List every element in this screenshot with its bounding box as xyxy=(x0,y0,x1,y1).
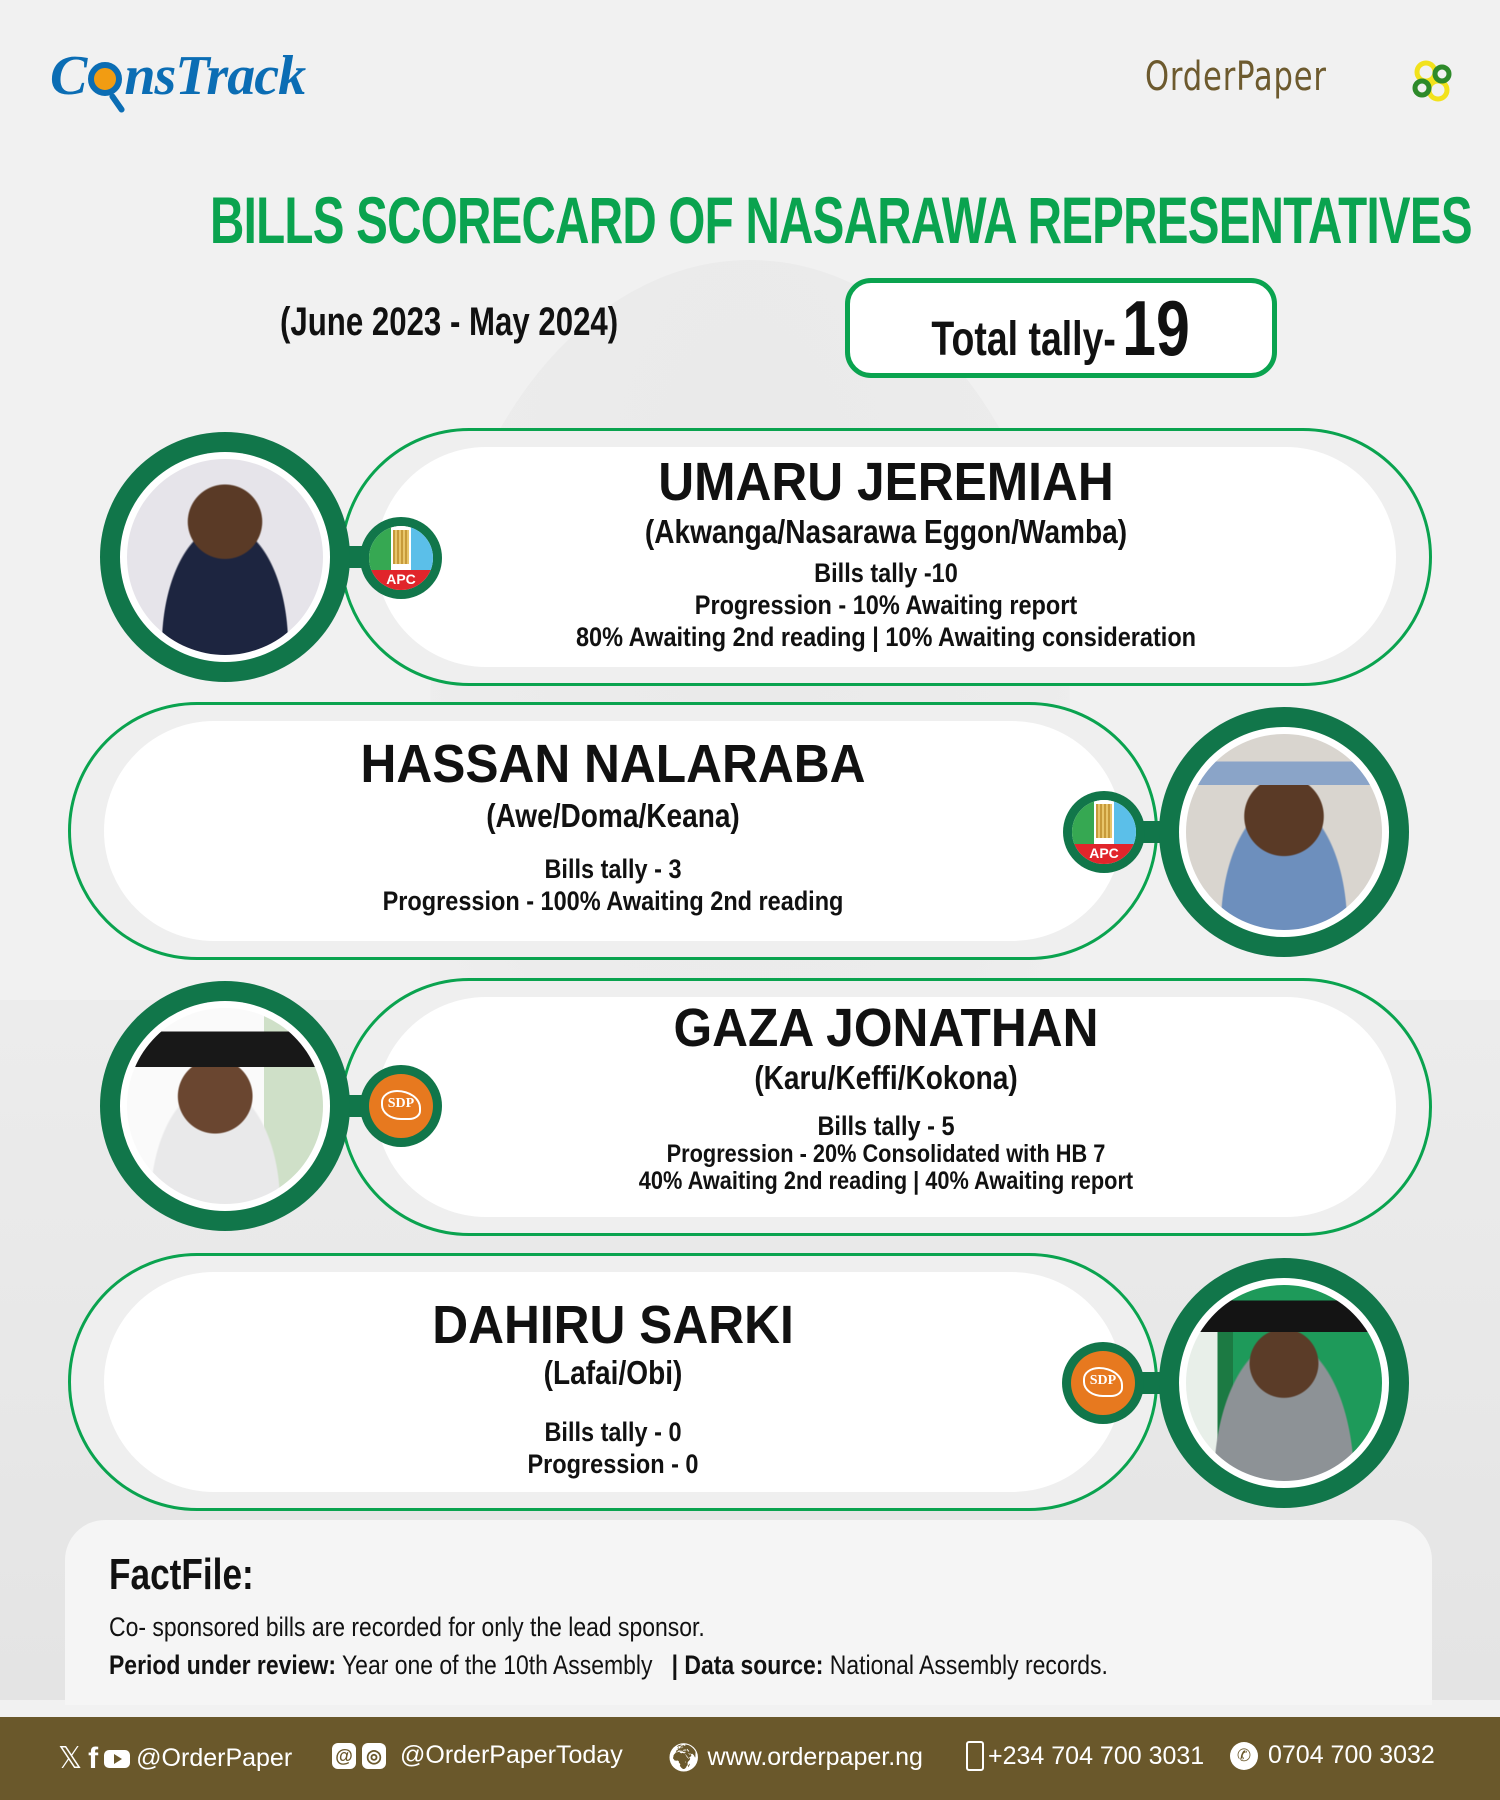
phone-number[interactable]: +234 704 700 3031 xyxy=(988,1741,1205,1770)
footer-social-orderpapertoday[interactable] xyxy=(332,1741,623,1770)
sdp-logo-icon: SDP xyxy=(369,1074,433,1138)
period-label: (June 2023 - May 2024) xyxy=(280,300,619,344)
website-link[interactable]: www.orderpaper.ng xyxy=(707,1743,923,1771)
party-badge-apc xyxy=(360,517,442,599)
whatsapp-icon: ✆ xyxy=(1230,1742,1258,1770)
total-tally-box xyxy=(845,278,1277,378)
party-badge-sdp xyxy=(360,1065,442,1147)
avatar-hassan-nalaraba xyxy=(1159,707,1409,957)
factfile-title: FactFile: xyxy=(109,1550,254,1599)
rep-progression-detail: 40% Awaiting 2nd reading | 40% Awaiting report xyxy=(638,1167,1134,1195)
data-source-label: | Data source: xyxy=(671,1650,824,1680)
threads-icon[interactable]: @ xyxy=(332,1743,356,1769)
facebook-icon[interactable]: f xyxy=(88,1741,99,1775)
rep-name: HASSAN NALARABA xyxy=(360,734,866,794)
avatar-umaru-jeremiah xyxy=(100,432,350,682)
rep-card-dahiru-sarki xyxy=(68,1253,1158,1511)
period-review-label: Period under review: xyxy=(109,1650,337,1680)
apc-logo-icon: APC xyxy=(1072,800,1136,864)
factfile-period-source xyxy=(109,1650,1108,1681)
footer-website[interactable] xyxy=(666,1741,923,1774)
globe-icon: 🌍︎ xyxy=(666,1741,702,1774)
rep-bills-tally: Bills tally - 3 xyxy=(544,854,682,884)
page-title: BILLS SCORECARD OF NASARAWA REPRESENTATIVES xyxy=(210,183,1472,257)
apc-logo-icon: APC xyxy=(369,526,433,590)
social-handle[interactable]: @OrderPaper xyxy=(136,1744,293,1772)
rep-name: GAZA JONATHAN xyxy=(673,998,1099,1058)
portrait-photo xyxy=(1186,1285,1382,1481)
footer-whatsapp[interactable] xyxy=(1230,1741,1435,1770)
portrait-photo xyxy=(127,459,323,655)
footer-bar xyxy=(0,1717,1500,1800)
sdp-logo-icon: SDP xyxy=(1071,1351,1135,1415)
orderpaper-logo: OrderPaper xyxy=(1145,54,1327,100)
constrack-logo: C nsTrack xyxy=(50,45,306,107)
party-badge-sdp xyxy=(1062,1342,1144,1424)
avatar-gaza-jonathan xyxy=(100,981,350,1231)
x-twitter-icon[interactable]: 𝕏 xyxy=(58,1741,83,1776)
mobile-phone-icon xyxy=(966,1741,984,1771)
footer-social-orderpaper[interactable] xyxy=(58,1741,292,1776)
avatar-dahiru-sarki xyxy=(1159,1258,1409,1508)
rep-constituency: (Lafai/Obi) xyxy=(543,1354,683,1391)
footer-phone[interactable] xyxy=(966,1741,1204,1771)
rep-progression: Progression - 100% Awaiting 2nd reading xyxy=(382,886,844,916)
whatsapp-number[interactable]: 0704 700 3032 xyxy=(1268,1741,1435,1769)
orderpaper-mark-icon xyxy=(1412,58,1452,104)
rep-progression: Progression - 10% Awaiting report xyxy=(694,590,1078,620)
youtube-icon[interactable] xyxy=(104,1750,130,1768)
rep-constituency: (Karu/Keffi/Kokona) xyxy=(754,1059,1018,1096)
rep-bills-tally: Bills tally - 5 xyxy=(817,1111,955,1141)
total-tally-label: Total tally- xyxy=(931,312,1117,366)
rep-progression-detail: 80% Awaiting 2nd reading | 10% Awaiting consideration xyxy=(575,622,1197,652)
factfile-panel xyxy=(65,1520,1432,1705)
instagram-icon[interactable]: ◎ xyxy=(362,1743,386,1769)
constrack-logo-text: nsTrack xyxy=(124,45,306,107)
total-tally-value: 19 xyxy=(1122,283,1191,372)
rep-card-hassan-nalaraba xyxy=(68,702,1158,960)
rep-bills-tally: Bills tally -10 xyxy=(814,558,958,588)
rep-constituency: (Awe/Doma/Keana) xyxy=(486,797,740,834)
data-source-value: National Assembly records. xyxy=(823,1650,1108,1680)
rep-name: UMARU JEREMIAH xyxy=(658,452,1114,512)
rep-name: DAHIRU SARKI xyxy=(432,1295,794,1355)
portrait-photo xyxy=(127,1008,323,1204)
period-review-value: Year one of the 10th Assembly xyxy=(336,1650,672,1680)
party-badge-apc xyxy=(1063,791,1145,873)
rep-constituency: (Akwanga/Nasarawa Eggon/Wamba) xyxy=(644,513,1128,550)
social-handle-2[interactable]: @OrderPaperToday xyxy=(400,1741,623,1769)
rep-bills-tally: Bills tally - 0 xyxy=(544,1417,682,1447)
factfile-note: Co- sponsored bills are recorded for only the lead sponsor. xyxy=(109,1612,705,1642)
rep-progression: Progression - 0 xyxy=(527,1449,699,1479)
rep-card-umaru-jeremiah xyxy=(340,428,1432,686)
rep-card-gaza-jonathan xyxy=(340,978,1432,1236)
magnifier-icon xyxy=(88,62,122,96)
rep-progression: Progression - 20% Consolidated with HB 7 xyxy=(666,1140,1106,1168)
portrait-photo xyxy=(1186,734,1382,930)
